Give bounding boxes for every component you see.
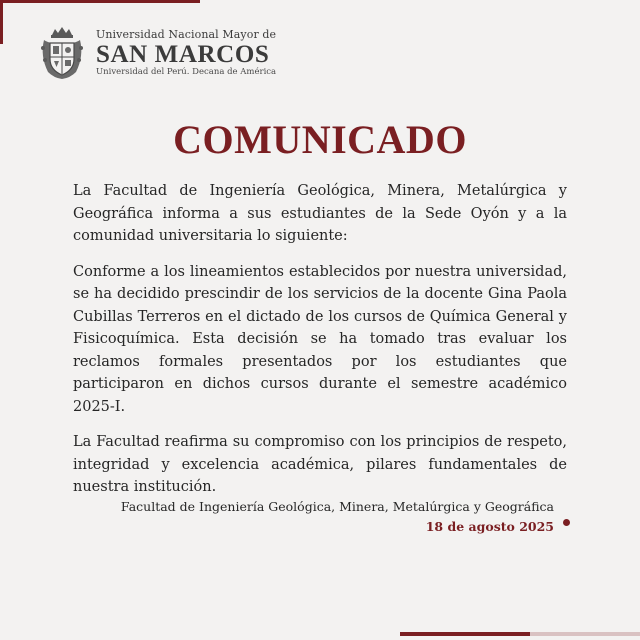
top-accent-line — [0, 0, 200, 3]
page-title: COMUNICADO — [173, 117, 467, 162]
signature-block — [121, 497, 554, 537]
paragraph-commitment: La Facultad reafirma su compromiso con los principios de respeto, integridad y excelencia académica, pilares fundamentales de nuestra institución. — [73, 434, 567, 495]
university-seal-icon — [38, 26, 86, 80]
bullet-dot-icon — [563, 519, 570, 526]
university-name: SAN MARCOS — [96, 41, 270, 69]
paragraph-intro: La Facultad de Ingeniería Geológica, Minera, Metalúrgica y Geográfica informa a sus estudiantes de la Sede Oyón y a la comunidad universitaria lo siguiente: — [73, 183, 567, 244]
signature-faculty: Facultad de Ingeniería Geológica, Minera, Metalúrgica y Geográfica — [120, 499, 554, 514]
communique-body — [73, 180, 567, 512]
university-line1: Universidad Nacional Mayor de — [96, 28, 277, 42]
university-brand — [96, 29, 276, 77]
university-tagline: Universidad del Perú. Decana de América — [96, 67, 277, 78]
signature-date: 18 de agosto 2025 — [425, 519, 554, 534]
paragraph-decision: Conforme a los lineamientos establecidos por nuestra universidad, se ha decidido prescindir de los servicios de la docente Gina Paola Cubillas Terreros en el dictado de los cursos de Química General y Fisicoquímica. Esta decisión se ha tomado tras evaluar los reclamos formales presentados por los estudiantes que participaron en dichos cursos durante el semestre académico 2025-I. — [73, 263, 567, 415]
bottom-accent-line-light — [530, 632, 640, 636]
corner-accent-line — [0, 0, 3, 44]
university-header — [38, 26, 276, 80]
